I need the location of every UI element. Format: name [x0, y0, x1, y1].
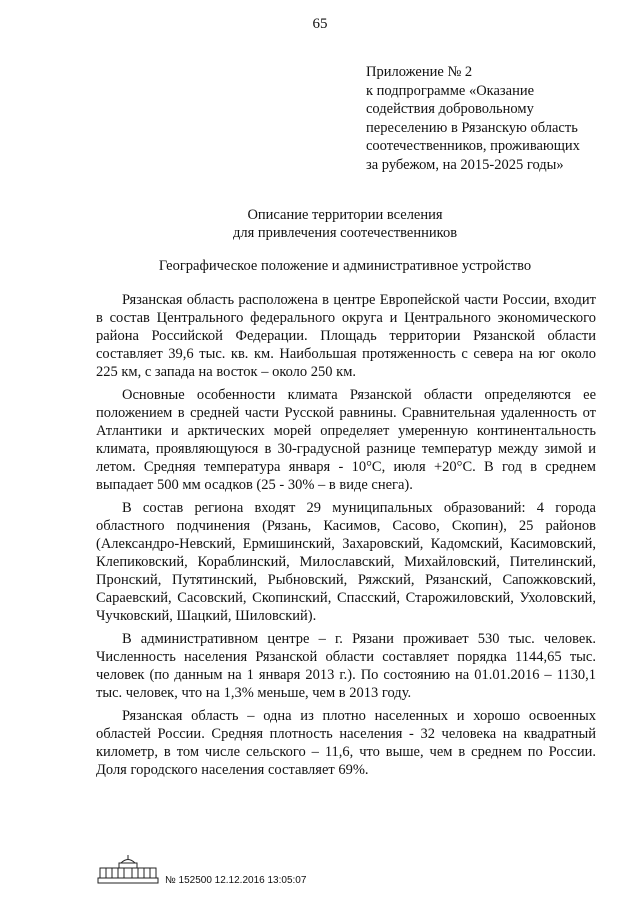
body-text [96, 291, 596, 784]
appendix-line: за рубежом, на 2015-2025 годы» [366, 156, 564, 173]
footer-stamp [97, 853, 427, 893]
paragraph-municipalities: В состав региона входят 29 муниципальных образований: 4 города областного подчинения (Рязань, Касимов, Сасово, Скопин), 25 районов (Александро-Невский, Ермишинский, Захаровский, Кадомский, Касимовский, Клепиковский, Кораблинский, Милославский, Михайловский, Пителинский, Пронский, Путятинский, Рыбновский, Ряжский, Рязанский, Сапожковский, Сараевский, Сасовский, Скопинский, Спасский, Старожиловский, Ухоловский, Чучковский, Шацкий, Шиловский). [96, 500, 596, 624]
paragraph-location: Рязанская область расположена в центре Европейской части России, входит в состав Центрального федерального округа и Центрального экономического района Российской Федерации. Площадь территории Рязанской области составляет 39,6 тыс. кв. км. Наибольшая протяженность с севера на юг около 225 км, с запада на восток – около 250 км. [96, 292, 596, 380]
building-emblem-icon [97, 853, 159, 885]
section-heading: Географическое положение и административное устройство [158, 258, 532, 274]
appendix-block [366, 63, 606, 174]
appendix-line: переселению в Рязанскую область [366, 119, 578, 136]
registration-number: № 152500 12.12.2016 13:05:07 [165, 875, 307, 886]
paragraph-population: В административном центре – г. Рязани проживает 530 тыс. человек. Численность населения Рязанской области составляет порядка 1144,65 тыс. человек (по данным на 1 января 2013 г.). По состоянию на 01.01.2016 – 1130,1 тыс. человек, что на 1,3% меньше, чем в 2013 году. [96, 631, 596, 701]
title-line-1: Описание территории вселения [247, 207, 443, 223]
appendix-line: содействия добровольному [366, 101, 534, 117]
title-line-2: для привлечения соотечественников [232, 225, 458, 241]
paragraph-climate: Основные особенности климата Рязанской области определяются ее положением в средней части Русской равнины. Сравнительная удаленность от Атлантики и арктических морей определяет умеренную континентальность климата, проявляющуюся в 30-градусной разнице температур между зимой и летом. Средняя температура января - 10°С, июля +20°С. В год в среднем выпадает 500 мм осадков (25 - 30% – в виде снега). [96, 387, 596, 493]
paragraph-density: Рязанская область – одна из плотно населенных и хорошо освоенных областей России. Средняя плотность населения - 32 человека на квадратный километр, в том числе сельского – 11,6, что выше, чем в среднем по России. Доля городского населения составляет 69%. [96, 708, 596, 778]
page-number: 65 [312, 16, 328, 32]
document-title [60, 206, 630, 242]
appendix-line: Приложение № 2 [366, 64, 473, 80]
appendix-line: соотечественников, проживающих [366, 138, 580, 154]
appendix-line: к подпрограмме «Оказание [366, 82, 535, 99]
